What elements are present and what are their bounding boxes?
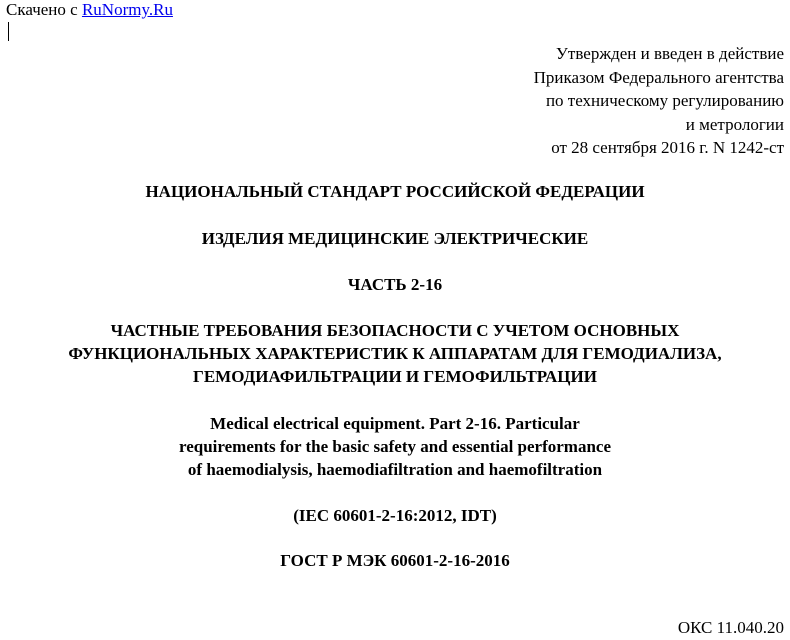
approval-line: и метрологии <box>685 114 784 134</box>
source-line <box>6 0 173 20</box>
source-link[interactable]: RuNormy.Ru <box>81 0 173 19</box>
approval-line: по техническому регулированию <box>545 91 784 110</box>
approval-line: от 28 сентября 2016 г. N 1242-ст <box>551 138 784 157</box>
requirements-title-ru <box>0 319 790 388</box>
part-title: ЧАСТЬ 2-16 <box>347 275 443 294</box>
requirements-ru-line: ЧАСТНЫЕ ТРЕБОВАНИЯ БЕЗОПАСНОСТИ С УЧЕТОМ ОСНОВНЫХ <box>110 321 680 340</box>
okc-code: ОКС 11.040.20 <box>677 618 784 637</box>
national-standard-title: НАЦИОНАЛЬНЫЙ СТАНДАРТ РОССИЙСКОЙ ФЕДЕРАЦИИ <box>145 182 645 201</box>
gost-designation: ГОСТ Р МЭК 60601-2-16-2016 <box>280 551 510 570</box>
product-title: ИЗДЕЛИЯ МЕДИЦИНСКИЕ ЭЛЕКТРИЧЕСКИЕ <box>201 229 589 248</box>
requirements-title-en <box>0 412 790 481</box>
iec-reference: (IEC 60601-2-16:2012, IDT) <box>293 506 497 525</box>
requirements-en-line: of haemodialysis, haemodiafiltration and haemofiltration <box>187 460 603 479</box>
requirements-en-line: Medical electrical equipment. Part 2-16. Particular <box>210 414 580 433</box>
approval-line: Приказом Федерального агентства <box>533 67 784 87</box>
text-cursor <box>8 22 9 41</box>
approval-line: Утвержден и введен в действие <box>555 44 784 63</box>
requirements-ru-line: ГЕМОДИАФИЛЬТРАЦИИ И ГЕМОФИЛЬТРАЦИИ <box>193 367 597 386</box>
requirements-en-line: requirements for the basic safety and essential performance <box>178 437 612 456</box>
requirements-ru-line: ФУНКЦИОНАЛЬНЫХ ХАРАКТЕРИСТИК К АППАРАТАМ ДЛЯ ГЕМОДИАЛИЗА, <box>68 344 722 363</box>
source-prefix: Скачено с <box>6 0 82 19</box>
approval-block <box>534 42 784 160</box>
